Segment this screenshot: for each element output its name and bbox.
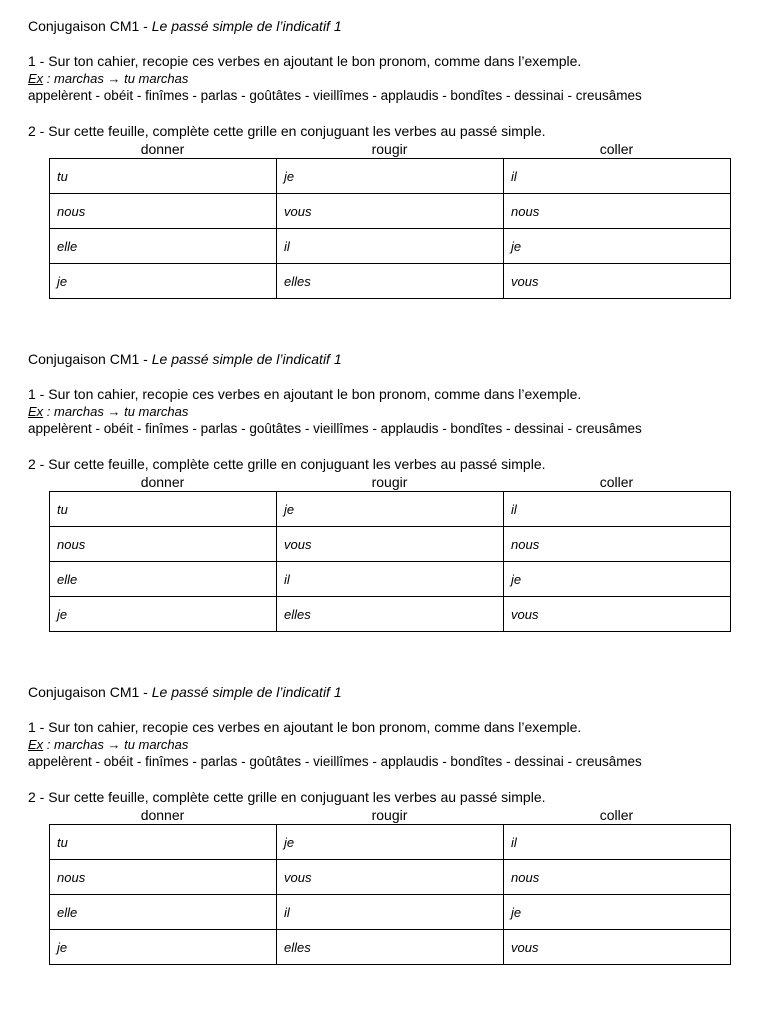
grid-row [50, 597, 731, 632]
grid-cell[interactable]: je [504, 229, 731, 264]
grid-row [50, 930, 731, 965]
grid-cell[interactable]: il [504, 825, 731, 860]
verbs-list: appelèrent - obéit - finîmes - parlas - goûtâtes - vieillîmes - applaudis - bondîtes - dessinai - creusâmes [28, 421, 642, 436]
grid-row [50, 264, 731, 299]
grid-cell[interactable]: nous [50, 860, 277, 895]
instruction-2: 2 - Sur cette feuille, complète cette grille en conjuguant les verbes au passé simple. [28, 456, 546, 472]
grid-cell[interactable]: vous [277, 527, 504, 562]
worksheet-title [28, 351, 342, 367]
grid-cell[interactable]: je [504, 895, 731, 930]
worksheet-title [28, 18, 342, 34]
grid-cell[interactable]: vous [277, 194, 504, 229]
grid-cell[interactable]: tu [50, 492, 277, 527]
title-italic: Le passé simple de l’indicatif 1 [151, 351, 342, 367]
grid-row [50, 194, 731, 229]
grid-cell[interactable]: nous [504, 194, 731, 229]
grid-cell[interactable]: nous [504, 860, 731, 895]
worksheet-title [28, 684, 342, 700]
example-text: : marchas → tu marchas [43, 737, 189, 752]
grid-cell[interactable]: elles [277, 930, 504, 965]
grid-row [50, 562, 731, 597]
grid-cell[interactable]: elle [50, 895, 277, 930]
grid-cell[interactable]: vous [504, 597, 731, 632]
grid-cell[interactable]: il [277, 229, 504, 264]
grid-cell[interactable]: vous [504, 264, 731, 299]
grid-cell[interactable]: nous [50, 527, 277, 562]
example-label: Ex [28, 737, 44, 752]
column-header-rougir: rougir [371, 474, 408, 490]
grid-cell[interactable]: je [50, 264, 277, 299]
title-plain: Conjugaison CM1 - [28, 18, 152, 34]
title-italic: Le passé simple de l’indicatif 1 [151, 18, 342, 34]
column-header-coller: coller [599, 807, 634, 823]
example-label: Ex [28, 71, 44, 86]
column-header-coller: coller [599, 141, 634, 157]
verbs-list: appelèrent - obéit - finîmes - parlas - goûtâtes - vieillîmes - applaudis - bondîtes - dessinai - creusâmes [28, 754, 642, 769]
title-italic: Le passé simple de l’indicatif 1 [151, 684, 342, 700]
example-line [28, 737, 188, 752]
example-line [28, 71, 188, 86]
instruction-2: 2 - Sur cette feuille, complète cette grille en conjuguant les verbes au passé simple. [28, 123, 546, 139]
column-header-rougir: rougir [371, 807, 408, 823]
grid-cell[interactable]: tu [50, 825, 277, 860]
grid-row [50, 895, 731, 930]
column-header-donner: donner [140, 807, 185, 823]
grid-cell[interactable]: vous [277, 860, 504, 895]
title-plain: Conjugaison CM1 - [28, 351, 152, 367]
grid-cell[interactable]: je [277, 159, 504, 194]
grid-cell[interactable]: elles [277, 264, 504, 299]
grid-cell[interactable]: je [277, 492, 504, 527]
instruction-1: 1 - Sur ton cahier, recopie ces verbes en ajoutant le bon pronom, comme dans l’exemple. [28, 53, 582, 69]
grid-cell[interactable]: je [50, 597, 277, 632]
column-header-coller: coller [599, 474, 634, 490]
example-line [28, 404, 188, 419]
grid-cell[interactable]: elle [50, 229, 277, 264]
grid-cell[interactable]: il [504, 159, 731, 194]
grid-row [50, 527, 731, 562]
verbs-list: appelèrent - obéit - finîmes - parlas - goûtâtes - vieillîmes - applaudis - bondîtes - dessinai - creusâmes [28, 88, 642, 103]
instruction-1: 1 - Sur ton cahier, recopie ces verbes en ajoutant le bon pronom, comme dans l’exemple. [28, 719, 582, 735]
grid-cell[interactable]: vous [504, 930, 731, 965]
grid-row [50, 159, 731, 194]
column-header-donner: donner [140, 141, 185, 157]
conjugation-grid [49, 491, 731, 632]
grid-cell[interactable]: elles [277, 597, 504, 632]
grid-cell[interactable]: nous [504, 527, 731, 562]
grid-row [50, 825, 731, 860]
grid-row [50, 492, 731, 527]
grid-cell[interactable]: je [504, 562, 731, 597]
grid-row [50, 860, 731, 895]
column-header-rougir: rougir [371, 141, 408, 157]
grid-cell[interactable]: il [277, 895, 504, 930]
grid-cell[interactable]: nous [50, 194, 277, 229]
grid-cell[interactable]: je [277, 825, 504, 860]
conjugation-grid [49, 158, 731, 299]
grid-cell[interactable]: elle [50, 562, 277, 597]
grid-row [50, 229, 731, 264]
example-text: : marchas → tu marchas [43, 404, 189, 419]
instruction-1: 1 - Sur ton cahier, recopie ces verbes en ajoutant le bon pronom, comme dans l’exemple. [28, 386, 582, 402]
grid-cell[interactable]: il [277, 562, 504, 597]
instruction-2: 2 - Sur cette feuille, complète cette grille en conjuguant les verbes au passé simple. [28, 789, 546, 805]
example-label: Ex [28, 404, 44, 419]
example-text: : marchas → tu marchas [43, 71, 189, 86]
title-plain: Conjugaison CM1 - [28, 684, 152, 700]
grid-cell[interactable]: tu [50, 159, 277, 194]
grid-cell[interactable]: je [50, 930, 277, 965]
grid-cell[interactable]: il [504, 492, 731, 527]
conjugation-grid [49, 824, 731, 965]
column-header-donner: donner [140, 474, 185, 490]
